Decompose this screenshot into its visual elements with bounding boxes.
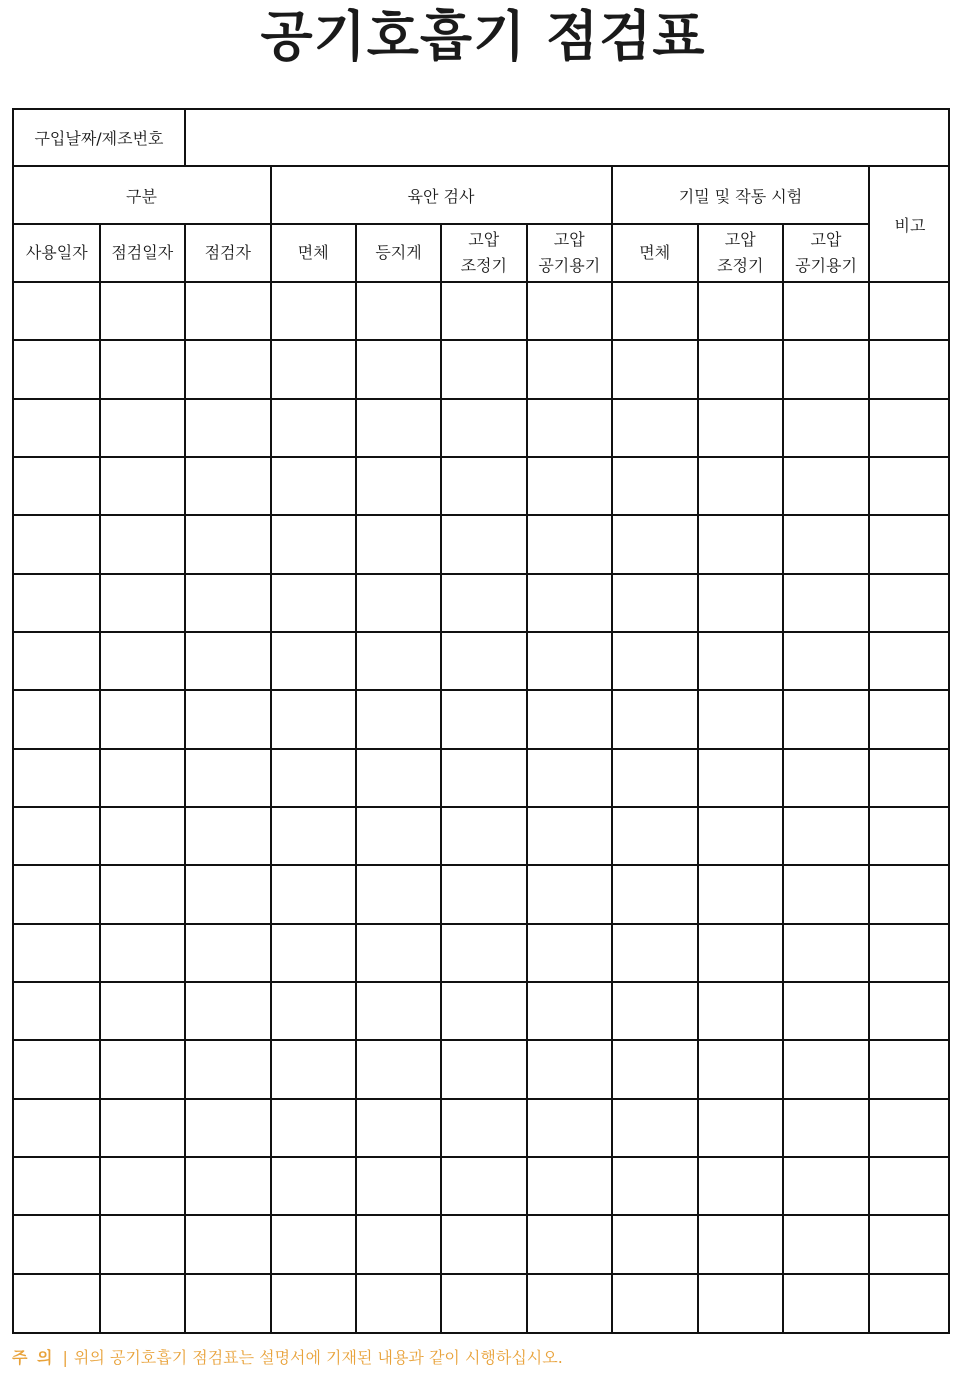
- entry-cell[interactable]: [784, 575, 868, 631]
- entry-cell[interactable]: [101, 283, 185, 339]
- header-remarks: 비고: [894, 215, 926, 235]
- entry-cell[interactable]: [870, 1158, 947, 1214]
- entry-cell[interactable]: [15, 1100, 99, 1156]
- entry-cell[interactable]: [272, 633, 356, 689]
- entry-cell[interactable]: [784, 341, 868, 397]
- entry-cell[interactable]: [699, 458, 783, 514]
- entry-cell[interactable]: [528, 925, 612, 981]
- entry-cell[interactable]: [613, 516, 697, 572]
- entry-cell[interactable]: [613, 1100, 697, 1156]
- entry-cell[interactable]: [101, 983, 185, 1039]
- entry-cell[interactable]: [357, 458, 440, 514]
- entry-cell[interactable]: [15, 808, 99, 864]
- entry-cell[interactable]: [186, 458, 270, 514]
- entry-cell[interactable]: [272, 516, 356, 572]
- entry-cell[interactable]: [357, 750, 440, 806]
- rule-column-divider: [440, 224, 442, 282]
- entry-cell[interactable]: [272, 1275, 356, 1331]
- entry-cell[interactable]: [357, 808, 440, 864]
- entry-cell[interactable]: [528, 458, 612, 514]
- rule-group-divider: [868, 166, 870, 282]
- entry-cell[interactable]: [357, 866, 440, 922]
- entry-cell[interactable]: [699, 1158, 783, 1214]
- entry-cell[interactable]: [870, 283, 947, 339]
- entry-cell[interactable]: [101, 400, 185, 456]
- entry-cell[interactable]: [186, 516, 270, 572]
- entry-cell[interactable]: [699, 866, 783, 922]
- entry-cell[interactable]: [528, 341, 612, 397]
- rule-group-divider: [270, 166, 272, 282]
- column-header: 고압 공기용기: [795, 230, 857, 275]
- entry-cell[interactable]: [613, 1041, 697, 1097]
- rule-column-divider: [99, 224, 101, 282]
- column-header: 점검자: [204, 243, 251, 262]
- entry-cell[interactable]: [870, 1275, 947, 1331]
- entry-cell[interactable]: [699, 1041, 783, 1097]
- entry-cell[interactable]: [442, 283, 526, 339]
- entry-cell[interactable]: [699, 516, 783, 572]
- entry-cell[interactable]: [442, 1216, 526, 1272]
- entry-cell[interactable]: [186, 983, 270, 1039]
- entry-cell[interactable]: [101, 808, 185, 864]
- entry-cell[interactable]: [272, 691, 356, 747]
- entry-cell[interactable]: [613, 575, 697, 631]
- entry-cell[interactable]: [784, 691, 868, 747]
- entry-cell[interactable]: [357, 575, 440, 631]
- entry-cell[interactable]: [784, 1041, 868, 1097]
- entry-cell[interactable]: [870, 691, 947, 747]
- entry-cell[interactable]: [15, 1041, 99, 1097]
- entry-cell[interactable]: [613, 808, 697, 864]
- entry-cell[interactable]: [528, 1275, 612, 1331]
- entry-cell[interactable]: [699, 1216, 783, 1272]
- entry-cell[interactable]: [15, 1158, 99, 1214]
- entry-cell[interactable]: [870, 866, 947, 922]
- entry-cell[interactable]: [442, 1041, 526, 1097]
- entry-cell[interactable]: [357, 925, 440, 981]
- entry-cell[interactable]: [101, 866, 185, 922]
- rule-under-purchase-row: [14, 165, 948, 167]
- entry-cell[interactable]: [442, 983, 526, 1039]
- entry-cell[interactable]: [186, 1216, 270, 1272]
- entry-cell[interactable]: [101, 516, 185, 572]
- entry-cell[interactable]: [613, 341, 697, 397]
- column-header: 면체: [639, 243, 671, 262]
- entry-cell[interactable]: [528, 1158, 612, 1214]
- entry-cell[interactable]: [442, 808, 526, 864]
- notice-separator: |: [62, 1348, 68, 1367]
- entry-cell[interactable]: [870, 400, 947, 456]
- entry-cell[interactable]: [186, 925, 270, 981]
- entry-cell[interactable]: [870, 633, 947, 689]
- entry-cell[interactable]: [613, 1216, 697, 1272]
- column-header: 등지게: [375, 243, 422, 262]
- entry-cell[interactable]: [613, 283, 697, 339]
- group-header-category: 구분: [126, 186, 157, 206]
- rule-group-divider: [611, 166, 613, 282]
- entry-cell[interactable]: [784, 750, 868, 806]
- entry-cell[interactable]: [186, 750, 270, 806]
- entry-cell[interactable]: [357, 400, 440, 456]
- entry-cell[interactable]: [613, 866, 697, 922]
- entry-cell[interactable]: [784, 633, 868, 689]
- entry-cell[interactable]: [272, 400, 356, 456]
- entry-cell[interactable]: [870, 808, 947, 864]
- entry-cell[interactable]: [784, 516, 868, 572]
- entry-cell[interactable]: [101, 691, 185, 747]
- column-header: 면체: [297, 243, 329, 262]
- entry-cell[interactable]: [870, 1041, 947, 1097]
- entry-cell[interactable]: [528, 575, 612, 631]
- inspection-form: [12, 108, 950, 1334]
- group-header-visual-inspection: 육안 검사: [407, 186, 475, 206]
- entry-cell[interactable]: [699, 633, 783, 689]
- entry-cell[interactable]: [186, 1100, 270, 1156]
- entry-cell[interactable]: [186, 575, 270, 631]
- entry-cell[interactable]: [613, 750, 697, 806]
- entry-cell[interactable]: [15, 983, 99, 1039]
- entry-cell[interactable]: [442, 458, 526, 514]
- entry-cell[interactable]: [699, 983, 783, 1039]
- entry-cell[interactable]: [15, 925, 99, 981]
- entry-cell[interactable]: [357, 1041, 440, 1097]
- entry-cell[interactable]: [699, 400, 783, 456]
- entry-cell[interactable]: [186, 633, 270, 689]
- entry-cell[interactable]: [15, 516, 99, 572]
- entry-cell[interactable]: [784, 400, 868, 456]
- entry-cell[interactable]: [784, 1158, 868, 1214]
- entry-cell[interactable]: [442, 691, 526, 747]
- entry-cell[interactable]: [357, 516, 440, 572]
- entry-cell[interactable]: [613, 1158, 697, 1214]
- entry-cell[interactable]: [272, 925, 356, 981]
- entry-cell[interactable]: [784, 925, 868, 981]
- entry-cell[interactable]: [613, 691, 697, 747]
- entry-cell[interactable]: [699, 925, 783, 981]
- entry-cell[interactable]: [528, 808, 612, 864]
- rule-under-airtight-group: [612, 223, 869, 225]
- column-header: 고압 공기용기: [538, 230, 601, 275]
- entry-cell[interactable]: [528, 633, 612, 689]
- entry-cell[interactable]: [357, 1216, 440, 1272]
- entry-cell[interactable]: [528, 866, 612, 922]
- group-header-airtight-test: 기밀 및 작동 시험: [678, 186, 803, 206]
- entry-cell[interactable]: [272, 866, 356, 922]
- notice-label: 주 의: [12, 1348, 55, 1367]
- entry-cell[interactable]: [442, 341, 526, 397]
- rule-column-divider: [697, 224, 699, 282]
- entry-cell[interactable]: [272, 283, 356, 339]
- entry-cell[interactable]: [528, 516, 612, 572]
- entry-cell[interactable]: [528, 983, 612, 1039]
- notice-text: 위의 공기호흡기 점검표는 설명서에 기재된 내용과 같이 시행하십시오.: [73, 1348, 563, 1367]
- entry-cell[interactable]: [699, 575, 783, 631]
- entry-cell[interactable]: [613, 983, 697, 1039]
- entry-cell[interactable]: [699, 341, 783, 397]
- entry-cell[interactable]: [15, 691, 99, 747]
- entry-cell[interactable]: [613, 633, 697, 689]
- entry-cell[interactable]: [784, 1216, 868, 1272]
- entry-cell[interactable]: [699, 283, 783, 339]
- entry-cell[interactable]: [186, 1041, 270, 1097]
- entry-cell[interactable]: [101, 750, 185, 806]
- purchase-value-field[interactable]: [186, 110, 948, 167]
- entry-cell[interactable]: [272, 808, 356, 864]
- entry-cell[interactable]: [272, 341, 356, 397]
- entry-cell[interactable]: [272, 1100, 356, 1156]
- entry-cell[interactable]: [272, 750, 356, 806]
- notice-line: [12, 1346, 563, 1370]
- entry-cell[interactable]: [357, 983, 440, 1039]
- entry-cell[interactable]: [870, 750, 947, 806]
- column-header: 사용일자: [25, 243, 88, 262]
- entry-cell[interactable]: [101, 1216, 185, 1272]
- entry-cell[interactable]: [15, 1275, 99, 1331]
- entry-cell[interactable]: [870, 575, 947, 631]
- entry-cell[interactable]: [442, 925, 526, 981]
- entry-cell[interactable]: [186, 691, 270, 747]
- rule-purchase-divider: [184, 110, 186, 166]
- entry-cell[interactable]: [528, 283, 612, 339]
- entry-cell[interactable]: [784, 983, 868, 1039]
- entry-cell[interactable]: [870, 1216, 947, 1272]
- entry-cell[interactable]: [101, 1275, 185, 1331]
- entry-cell[interactable]: [272, 983, 356, 1039]
- entry-cell[interactable]: [101, 1100, 185, 1156]
- entry-cell[interactable]: [870, 1100, 947, 1156]
- entry-cell[interactable]: [699, 691, 783, 747]
- entry-cell[interactable]: [272, 1158, 356, 1214]
- entry-cell[interactable]: [528, 750, 612, 806]
- entry-cell[interactable]: [272, 575, 356, 631]
- entry-cell[interactable]: [101, 1041, 185, 1097]
- entry-cell[interactable]: [272, 458, 356, 514]
- entry-cell[interactable]: [272, 1216, 356, 1272]
- entry-cell[interactable]: [442, 575, 526, 631]
- entry-cell[interactable]: [15, 575, 99, 631]
- entry-cell[interactable]: [15, 458, 99, 514]
- entry-cell[interactable]: [784, 458, 868, 514]
- entry-cell[interactable]: [528, 400, 612, 456]
- entry-cell[interactable]: [15, 283, 99, 339]
- entry-cell[interactable]: [101, 575, 185, 631]
- rule-column-divider: [184, 224, 186, 282]
- purchase-label: 구입날짜/제조번호: [34, 128, 164, 148]
- entry-cell[interactable]: [528, 1041, 612, 1097]
- entry-cell[interactable]: [15, 866, 99, 922]
- entry-cell[interactable]: [699, 1100, 783, 1156]
- entry-cell[interactable]: [442, 1100, 526, 1156]
- entry-cell[interactable]: [870, 516, 947, 572]
- rule-column-divider: [355, 224, 357, 282]
- entry-cell[interactable]: [528, 1216, 612, 1272]
- entry-cell[interactable]: [442, 866, 526, 922]
- entry-cell[interactable]: [357, 341, 440, 397]
- entry-cell[interactable]: [870, 983, 947, 1039]
- entry-cell[interactable]: [442, 516, 526, 572]
- entry-cell[interactable]: [442, 750, 526, 806]
- entry-cell[interactable]: [15, 400, 99, 456]
- entry-cell[interactable]: [699, 1275, 783, 1331]
- page-title: 공기호흡기 점검표: [260, 5, 706, 68]
- entry-cell[interactable]: [528, 691, 612, 747]
- column-header: 고압 조정기: [460, 230, 507, 275]
- entry-cell[interactable]: [357, 691, 440, 747]
- entry-cell[interactable]: [272, 1041, 356, 1097]
- entry-cell[interactable]: [784, 1100, 868, 1156]
- entry-cell[interactable]: [784, 283, 868, 339]
- entry-cell[interactable]: [101, 458, 185, 514]
- entry-cell[interactable]: [528, 1100, 612, 1156]
- entry-cell[interactable]: [613, 400, 697, 456]
- rule-column-divider: [526, 224, 528, 282]
- entry-cell[interactable]: [442, 1158, 526, 1214]
- rule-under-category: [14, 223, 271, 225]
- entry-cell[interactable]: [784, 1275, 868, 1331]
- entry-cell[interactable]: [357, 633, 440, 689]
- column-header: 고압 조정기: [717, 230, 764, 275]
- entry-cell[interactable]: [15, 750, 99, 806]
- entry-cell[interactable]: [784, 808, 868, 864]
- column-header: 점검일자: [111, 243, 174, 262]
- entry-cell[interactable]: [357, 283, 440, 339]
- entry-cell[interactable]: [870, 925, 947, 981]
- entry-cell[interactable]: [442, 633, 526, 689]
- entry-cell[interactable]: [613, 925, 697, 981]
- entry-cell[interactable]: [186, 283, 270, 339]
- entry-cell[interactable]: [442, 400, 526, 456]
- entry-cell[interactable]: [357, 1100, 440, 1156]
- entry-cell[interactable]: [186, 400, 270, 456]
- entry-cell[interactable]: [699, 750, 783, 806]
- rule-column-divider: [782, 224, 784, 282]
- entry-cell[interactable]: [186, 341, 270, 397]
- entry-cell[interactable]: [101, 633, 185, 689]
- entry-cell[interactable]: [870, 458, 947, 514]
- entry-cell[interactable]: [186, 1158, 270, 1214]
- entry-cell[interactable]: [613, 1275, 697, 1331]
- entry-cell[interactable]: [186, 1275, 270, 1331]
- entry-cell[interactable]: [186, 808, 270, 864]
- entry-cell[interactable]: [699, 808, 783, 864]
- entry-cell[interactable]: [357, 1275, 440, 1331]
- entry-cell[interactable]: [101, 1158, 185, 1214]
- entry-cell[interactable]: [613, 458, 697, 514]
- entry-cell[interactable]: [15, 341, 99, 397]
- entry-cell[interactable]: [442, 1275, 526, 1331]
- entry-cell[interactable]: [15, 1216, 99, 1272]
- entry-cell[interactable]: [357, 1158, 440, 1214]
- entry-cell[interactable]: [101, 341, 185, 397]
- entry-cell[interactable]: [186, 866, 270, 922]
- entry-cell[interactable]: [870, 341, 947, 397]
- entry-cell[interactable]: [101, 925, 185, 981]
- entry-cell[interactable]: [784, 866, 868, 922]
- entry-cell[interactable]: [15, 633, 99, 689]
